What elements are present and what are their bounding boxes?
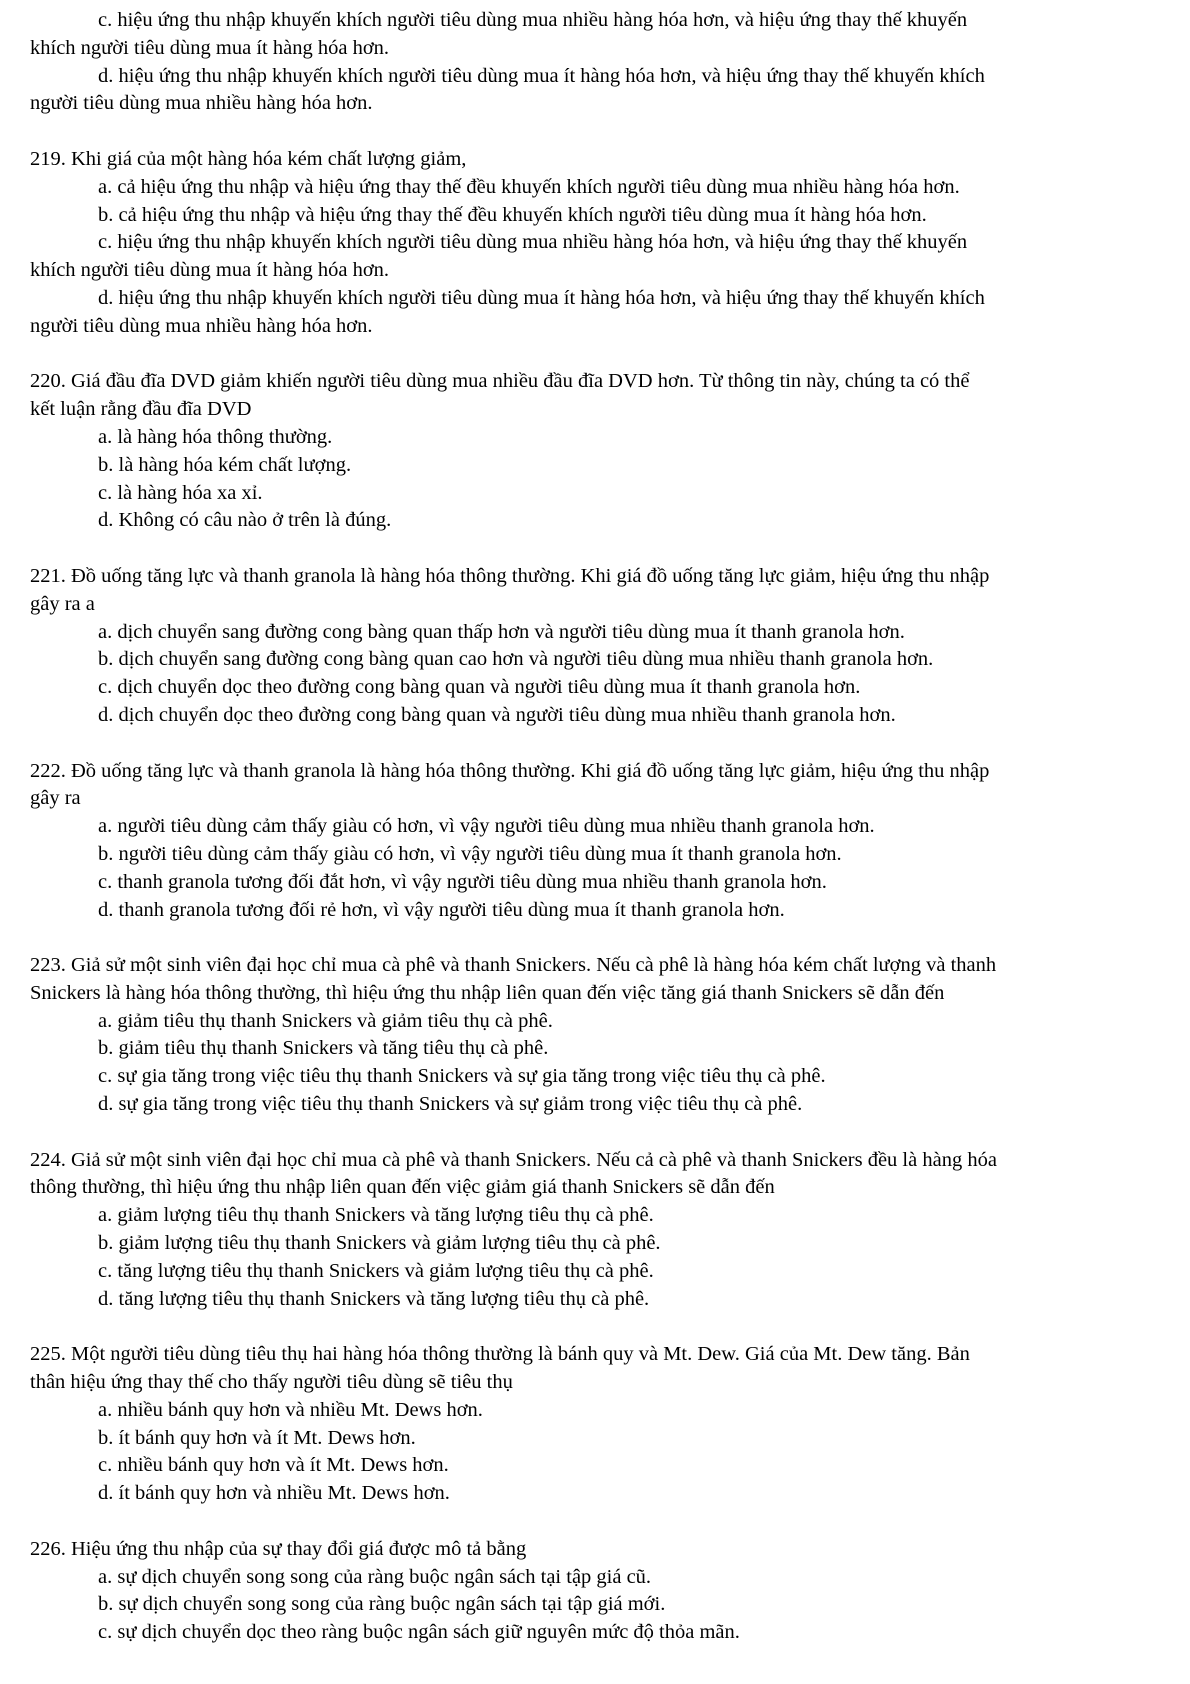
question-text-line: khích người tiêu dùng mua ít hàng hóa hơn. bbox=[30, 36, 390, 59]
answer-option-line: c. sự dịch chuyển dọc theo ràng buộc ngân sách giữ nguyên mức độ thỏa mãn. bbox=[98, 1621, 740, 1644]
question-text-line: khích người tiêu dùng mua ít hàng hóa hơn. bbox=[30, 259, 390, 282]
answer-option-line: b. dịch chuyển sang đường cong bàng quan cao hơn và người tiêu dùng mua nhiều thanh granola hơn. bbox=[98, 648, 934, 671]
blank-line bbox=[30, 341, 1175, 369]
answer-option-line: a. sự dịch chuyển song song của ràng buộc ngân sách tại tập giá cũ. bbox=[98, 1565, 652, 1588]
question-text-line: kết luận rằng đầu đĩa DVD bbox=[30, 398, 252, 421]
blank-line bbox=[30, 730, 1175, 758]
answer-option-line: b. giảm lượng tiêu thụ thanh Snickers và giảm lượng tiêu thụ cà phê. bbox=[98, 1232, 661, 1255]
answer-option-line: b. sự dịch chuyển song song của ràng buộc ngân sách tại tập giá mới. bbox=[98, 1593, 666, 1616]
question-text-line: 222. Đồ uống tăng lực và thanh granola là hàng hóa thông thường. Khi giá đồ uống tăng lực giảm, hiệu ứng thu nhập bbox=[30, 759, 990, 782]
answer-option-line: b. giảm tiêu thụ thanh Snickers và tăng tiêu thụ cà phê. bbox=[98, 1037, 549, 1060]
question-text-line: Snickers là hàng hóa thông thường, thì hiệu ứng thu nhập liên quan đến việc tăng giá thanh Snickers sẽ dẫn đến bbox=[30, 981, 945, 1004]
question-text-line: gây ra bbox=[30, 787, 81, 810]
answer-option-line: a. là hàng hóa thông thường. bbox=[98, 425, 333, 448]
blank-line bbox=[30, 118, 1175, 146]
question-text-line: 221. Đồ uống tăng lực và thanh granola là hàng hóa thông thường. Khi giá đồ uống tăng lực giảm, hiệu ứng thu nhập bbox=[30, 564, 990, 587]
blank-line bbox=[30, 1313, 1175, 1341]
answer-option-line: a. giảm lượng tiêu thụ thanh Snickers và tăng lượng tiêu thụ cà phê. bbox=[98, 1204, 654, 1227]
answer-option-line: a. giảm tiêu thụ thanh Snickers và giảm tiêu thụ cà phê. bbox=[98, 1009, 553, 1032]
answer-option-line: c. hiệu ứng thu nhập khuyến khích người tiêu dùng mua nhiều hàng hóa hơn, và hiệu ứng thay thế khuyến bbox=[98, 9, 968, 31]
question-text-line: 223. Giả sử một sinh viên đại học chỉ mua cà phê và thanh Snickers. Nếu cà phê là hàng hóa kém chất lượng và thanh bbox=[30, 954, 997, 977]
answer-option-line: b. người tiêu dùng cảm thấy giàu có hơn, vì vậy người tiêu dùng mua ít thanh granola hơn. bbox=[98, 842, 842, 865]
question-text-line: thông thường, thì hiệu ứng thu nhập liên quan đến việc giảm giá thanh Snickers sẽ dẫn đến bbox=[30, 1176, 775, 1199]
answer-option-line: c. là hàng hóa xa xỉ. bbox=[98, 481, 263, 504]
blank-line bbox=[30, 924, 1175, 952]
answer-option-line: d. dịch chuyển dọc theo đường cong bàng quan và người tiêu dùng mua nhiều thanh granola hơn. bbox=[98, 703, 896, 726]
answer-option-line: c. tăng lượng tiêu thụ thanh Snickers và giảm lượng tiêu thụ cà phê. bbox=[98, 1259, 654, 1282]
answer-option-line: a. nhiều bánh quy hơn và nhiều Mt. Dews hơn. bbox=[98, 1398, 483, 1421]
answer-option-line: d. hiệu ứng thu nhập khuyến khích người tiêu dùng mua ít hàng hóa hơn, và hiệu ứng thay thế khuyến khích bbox=[98, 64, 985, 87]
answer-option-line: a. cả hiệu ứng thu nhập và hiệu ứng thay thế đều khuyến khích người tiêu dùng mua nhiều hàng hóa hơn. bbox=[98, 175, 960, 198]
answer-option-line: d. sự gia tăng trong việc tiêu thụ thanh Snickers và sự giảm trong việc tiêu thụ cà phê. bbox=[98, 1093, 803, 1116]
blank-line bbox=[30, 535, 1175, 563]
answer-option-line: a. dịch chuyển sang đường cong bàng quan thấp hơn và người tiêu dùng mua ít thanh granola hơn. bbox=[98, 620, 905, 643]
answer-option-line: d. hiệu ứng thu nhập khuyến khích người tiêu dùng mua ít hàng hóa hơn, và hiệu ứng thay thế khuyến khích bbox=[98, 286, 985, 309]
question-text-line: 219. Khi giá của một hàng hóa kém chất lượng giảm, bbox=[30, 147, 467, 170]
question-text-line: 226. Hiệu ứng thu nhập của sự thay đổi giá được mô tả bằng bbox=[30, 1537, 527, 1560]
answer-option-line: c. thanh granola tương đối đắt hơn, vì vậy người tiêu dùng mua nhiều thanh granola hơn. bbox=[98, 870, 827, 893]
answer-option-line: d. ít bánh quy hơn và nhiều Mt. Dews hơn. bbox=[98, 1482, 450, 1505]
blank-line bbox=[30, 1508, 1175, 1536]
answer-option-line: b. ít bánh quy hơn và ít Mt. Dews hơn. bbox=[98, 1426, 416, 1449]
answer-option-line: c. hiệu ứng thu nhập khuyến khích người tiêu dùng mua nhiều hàng hóa hơn, và hiệu ứng thay thế khuyến bbox=[98, 231, 968, 254]
answer-option-line: b. cả hiệu ứng thu nhập và hiệu ứng thay thế đều khuyến khích người tiêu dùng mua ít hàng hóa hơn. bbox=[98, 203, 927, 226]
question-text-line: 220. Giá đầu đĩa DVD giảm khiến người tiêu dùng mua nhiều đầu đĩa DVD hơn. Từ thông tin này, chúng ta có thể bbox=[30, 370, 970, 393]
document-page bbox=[30, 7, 1175, 1647]
blank-line bbox=[30, 1119, 1175, 1147]
question-text-line: 224. Giả sử một sinh viên đại học chỉ mua cà phê và thanh Snickers. Nếu cả cà phê và thanh Snickers đều là hàng hóa bbox=[30, 1148, 997, 1171]
question-text-line: người tiêu dùng mua nhiều hàng hóa hơn. bbox=[30, 314, 373, 337]
answer-option-line: d. thanh granola tương đối rẻ hơn, vì vậy người tiêu dùng mua ít thanh granola hơn. bbox=[98, 898, 785, 921]
question-text-line: gây ra a bbox=[30, 592, 95, 615]
answer-option-line: c. sự gia tăng trong việc tiêu thụ thanh Snickers và sự gia tăng trong việc tiêu thụ cà phê. bbox=[98, 1065, 826, 1088]
question-text-line: người tiêu dùng mua nhiều hàng hóa hơn. bbox=[30, 92, 373, 115]
answer-option-line: a. người tiêu dùng cảm thấy giàu có hơn, vì vậy người tiêu dùng mua nhiều thanh granola hơn. bbox=[98, 815, 875, 838]
question-text-line: thân hiệu ứng thay thế cho thấy người tiêu dùng sẽ tiêu thụ bbox=[30, 1371, 513, 1394]
answer-option-line: b. là hàng hóa kém chất lượng. bbox=[98, 453, 352, 476]
answer-option-line: d. tăng lượng tiêu thụ thanh Snickers và tăng lượng tiêu thụ cà phê. bbox=[98, 1287, 650, 1310]
answer-option-line: c. dịch chuyển dọc theo đường cong bàng quan và người tiêu dùng mua ít thanh granola hơn. bbox=[98, 676, 861, 699]
question-text-line: 225. Một người tiêu dùng tiêu thụ hai hàng hóa thông thường là bánh quy và Mt. Dew. Giá của Mt. Dew tăng. Bản bbox=[30, 1343, 970, 1366]
answer-option-line: c. nhiều bánh quy hơn và ít Mt. Dews hơn. bbox=[98, 1454, 449, 1477]
answer-option-line: d. Không có câu nào ở trên là đúng. bbox=[98, 509, 392, 532]
